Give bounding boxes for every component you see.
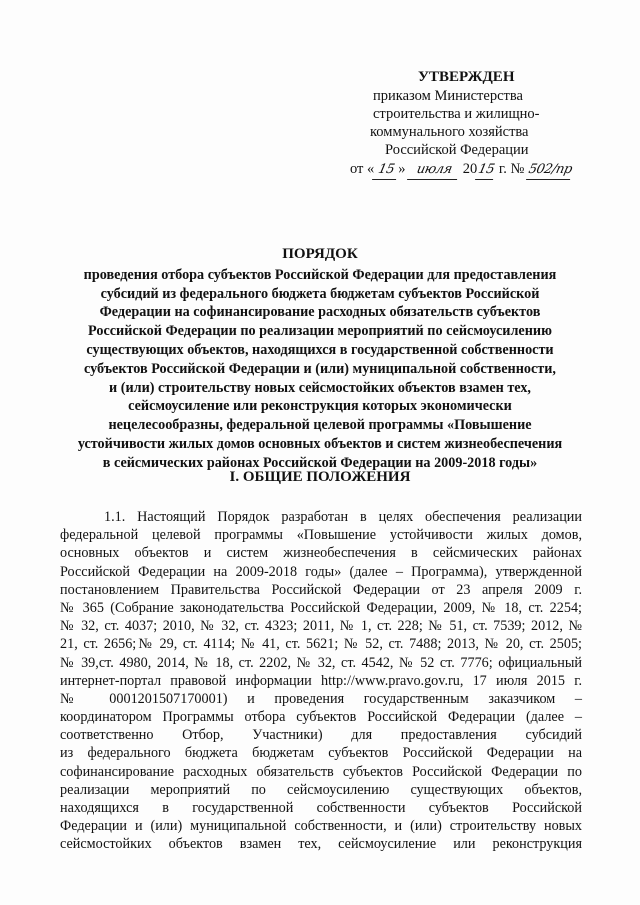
title-line: нецелесообразны, федеральной целевой программы «Повышение [108,417,532,434]
approval-line-communal: коммунального хозяйства [370,124,529,140]
approved-heading: УТВЕРЖДЕН [418,69,515,85]
title-line: субсидий из федерального бюджета бюджетам субъектов Российской [100,285,540,302]
body-line: 21, ст. 2656;№ 29, ст. 4114; № 41, ст. 5621; № 52, ст. 7488; 2013, № 20, ст. 2505; [60,636,582,653]
body-line: постановлением Правительства Российской Федерации от 23 апреля 2009 г. [60,581,582,598]
title-line: существующих объектов, находящихся в государственной собственности [86,341,554,358]
title-line: в сейсмических районах Российской Федерации на 2009-2018 годы» [102,454,538,471]
date-close-quote: » [398,161,406,177]
title-line: Федерации на софинансирование расходных обязательств субъектов [99,304,541,321]
date-prefix: от « [350,161,375,177]
body-line: из федерального бюджета бюджетам субъектов Российской Федерации на [60,745,582,762]
body-line: реализации мероприятий по сейсмоусилению существующих объектов, [60,781,582,798]
body-line: № 39,ст. 4980, 2014, № 18, ст. 2202, № 32, ст. 4542, № 52 ст. 7776; официальный [60,654,582,671]
date-month-handwritten: июля [407,161,461,180]
approval-block [350,68,610,180]
date-day-handwritten: 15 [372,161,400,180]
body-line: соответственно Отбор, Участники) для предоставления субсидий [60,727,582,744]
document-title [60,245,580,473]
section-heading: I. ОБЩИЕ ПОЛОЖЕНИЯ [229,469,411,485]
body-line: федеральной целевой программы «Повышение устойчивости жилых домов, [60,527,582,544]
body-line: находящихся в государственной собственности субъектов Российской [60,800,582,816]
title-line: Российской Федерации по реализации мероприятий по сейсмоусилению [88,323,552,340]
date-year-handwritten: 15 [475,161,497,180]
title-main: ПОРЯДОК [282,246,358,262]
approval-date-line [350,160,610,180]
body-line: интернет-портал правовой информации http://www.pravo.gov.ru, 17 июля 2015 г. [60,672,582,689]
body-line: координатором Программы отбора субъектов Российской Федерации (далее – [60,709,582,726]
title-line: сейсмоусиление или реконструкция которых экономически [128,398,512,415]
approval-line-construction: строительства и жилищно- [373,106,540,122]
title-line: субъектов Российской Федерации и (или) муниципальной собственности, [84,360,556,377]
body-line: № 365 (Собрание законодательства Российской Федерации, 2009, № 18, ст. 2254; [60,599,582,616]
body-line: софинансирование расходных обязательств субъектов Российской Федерации по [60,763,582,780]
order-number-handwritten: 502/пр [526,161,574,180]
title-line: проведения отбора субъектов Российской Федерации для предоставления [83,266,557,283]
body-line: основных объектов и систем жизнеобеспечения в сейсмических районах [60,545,582,562]
approval-line-order: приказом Министерства [373,88,523,104]
body-line: сейсмостойких объектов взамен тех, сейсмоусиление или реконструкция [60,836,582,853]
body-line: Федерации и (или) муниципальной собственности, и (или) строительству новых [60,818,582,835]
title-line: устойчивости жилых домов основных объектов и систем жизнеобеспечения [77,435,563,452]
body-line: Российской Федерации на 2009-2018 годы» (далее – Программа), утвержденной [60,563,582,580]
approval-line-federation: Российской Федерации [385,142,529,158]
date-number-prefix: г. № [498,161,525,177]
body-line: № 0001201507170001) и проведения государственным заказчиком – [60,690,582,707]
body-line: № 32, ст. 4037; 2010, № 32, ст. 4323; 2011, № 1, ст. 228; № 51, ст. 7539; 2012, № [60,618,582,635]
body-line: 1.1. Настоящий Порядок разработан в целях обеспечения реализации [104,509,582,525]
title-line: и (или) строительству новых сейсмостойких объектов взамен тех, [109,379,531,396]
body-paragraph [60,508,582,854]
date-year-prefix: 20 [462,161,478,177]
